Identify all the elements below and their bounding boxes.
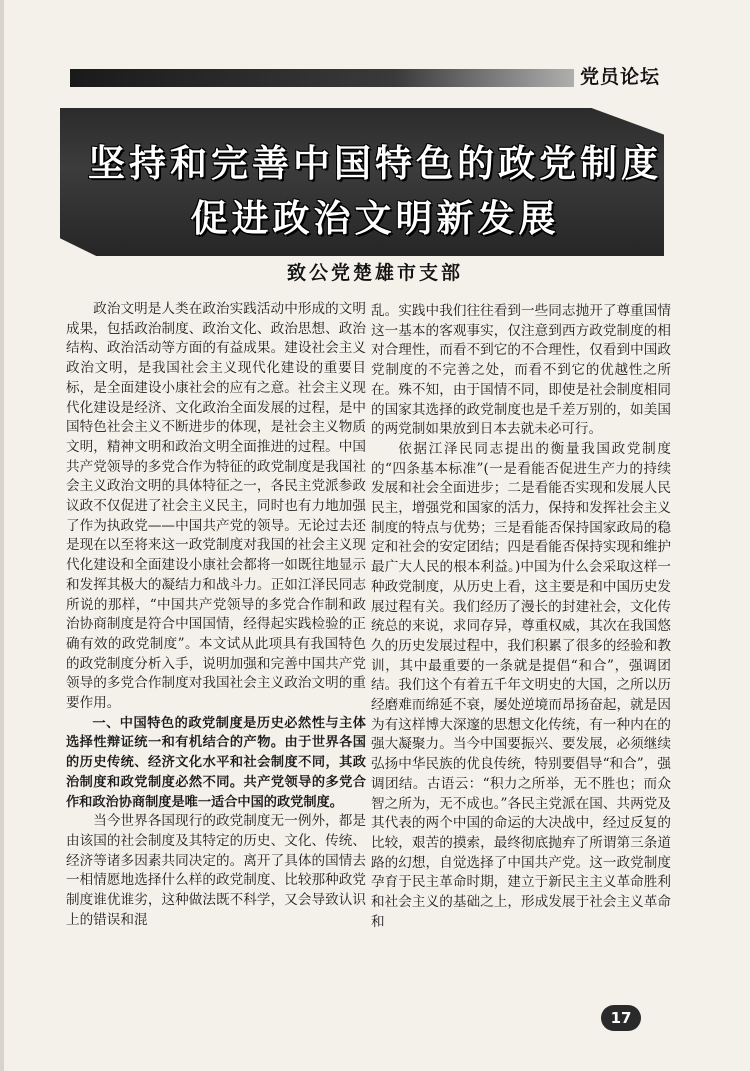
body-paragraph: 依据江泽民同志提出的衡量我国政党制度的“四条基本标准”(一是看能否促进生产力的持续发展和社会全面进步；二是看能否实现和发展人民民主，增强党和国家的活力，保持和发挥社会主义制度的特点与优势；三是看能否保持国家政局的稳定和社会的安定团结；四是看能否保持实现和维护最广大人民的根本利益。)中国为什么会采取这样一种政党制度，从历史上看，这主要是和中国历史发展过程有关。我们经历了漫长的封建社会，文化传统总的来说，求同存异，尊重权威，其次在我国悠久的历史发展过程中，我们积累了很多的经验和教训，其中最重要的一条就是提倡“和合”，强调团结。我们这个有着五千年文明史的大国，之所以历经磨难而绵延不衰，屡处逆境而昂扬奋起，就是因为有这样博大深邃的思想文化传统，有一种内在的强大凝聚力。当今中国要振兴、要发展，必须继续弘扬中华民族的优良传统，特别要倡导“和合”，强调团结。古语云：“积力之所举，无不胜也；而众智之所为，无不成也。”各民主党派在国、共两党及其代表的两个中国的命运的大决战中，经过反复的比较，艰苦的摸索，最终彻底抛弃了所谓第三条道路的幻想，自觉选择了中国共产党。这一政党制度孕育于民主革命时期，建立于新民主主义革命胜利和社会主义的基础之上，形成发展于社会主义革命和: [371, 440, 671, 930]
article-title-line-2: 促进政治文明新发展: [190, 197, 560, 240]
section-heading: 一、中国特色的政党制度是历史必然性与主体选择性辩证统一和有机结合的产物。由于世界各国的历史传统、经济文化水平和社会制度不同，其政治制度和政党制度必然不同。共产党领导的多党合作和政治协商制度是唯一适合中国的政党制度。: [66, 715, 366, 810]
article-byline: 致公党楚雄市支部: [286, 262, 463, 284]
page-number-badge: 17: [601, 1005, 641, 1031]
article-title-line-1: 坚持和完善中国特色的政党制度: [88, 142, 662, 185]
section-header: [70, 66, 660, 90]
body-paragraph: 政治文明是人类在政治实践活动中形成的文明成果，包括政治制度、政治文化、政治思想、政治结构、政治活动等方面的有益成果。建设社会主义政治文明，是我国社会主义现代化建设的重要目标，是全面建设小康社会的应有之意。社会主义现代化建设是经济、文化政治全面发展的过程，是中国特色社会主义不断进步的体现，是社会主义物质文明，精神文明和政治文明全面推进的过程。中国共产党领导的多党合作为特征的政党制度是我国社会主义政治文明的具体特征之一，各民主党派参政议政不仅促进了社会主义民主，同时也有力地加强了作为执政党——中国共产党的领导。无论过去还是现在以至将来这一政党制度对我国的社会主义现代化建设和全面建设小康社会都将一如既往地显示和发挥其极大的凝结力和战斗力。正如江泽民同志所说的那样，“中国共产党领导的多党合作制和政治协商制度是符合中国国情，经得起实践检验的正确有效的政党制度”。本文试从此项具有我国特色的政党制度分析入手，说明加强和完善中国共产党领导的多党合作制度对我国社会主义政治文明的重要作用。: [66, 301, 366, 712]
header-decorative-bar: [70, 69, 660, 87]
body-paragraph: 乱。实践中我们往往看到一些同志抛开了尊重国情这一基本的客观事实，仅注意到西方政党制度的相对合理性，而看不到它的不合理性，仅看到中国政党制度的不完善之处，而看不到它的优越性之所在。殊不知，由于国情不同，即使是社会制度相同的国家其选择的政党制度也是千差万别的，如美国的两党制如果放到日本去就未必可行。: [371, 303, 671, 438]
body-paragraph: 当今世界各国现行的政党制度无一例外，都是由该国的社会制度及其特定的历史、文化、传统、经济等诸多因素共同决定的。离开了具体的国情去一相情愿地选择什么样的政党制度、比较那种政党制度谁优谁劣，这种做法既不科学，又会导致认识上的错误和混: [66, 813, 366, 928]
section-label: 党员论坛: [574, 62, 660, 89]
article-column-right: [371, 302, 671, 933]
article-column-left: [66, 300, 366, 931]
